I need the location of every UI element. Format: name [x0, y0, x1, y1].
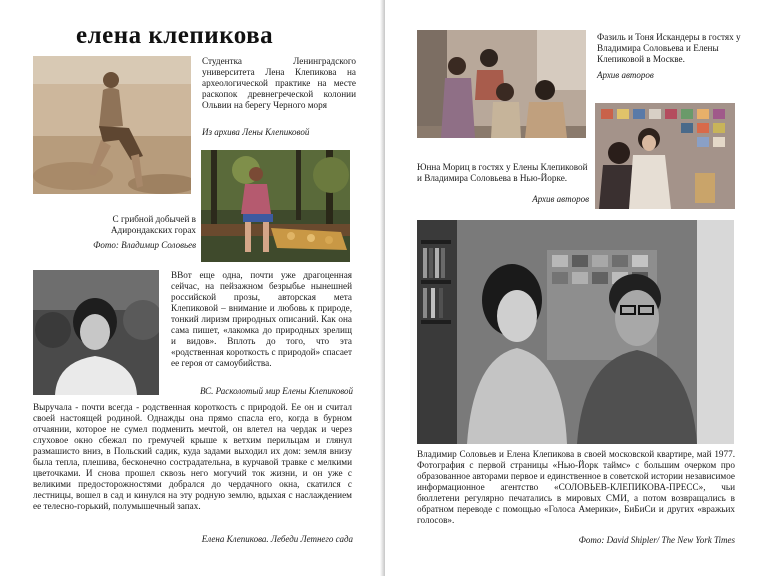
- page-title: елена клепикова: [76, 22, 274, 49]
- iskander-caption: Фазиль и Тоня Искандеры в гостях у Владимира Соловьева и Елены Клепиковой в Москве.: [597, 32, 741, 64]
- moritz-credit: Архив авторов: [532, 194, 589, 204]
- iskander-credit: Архив авторов: [597, 70, 654, 80]
- photo1-caption: Студентка Ленинградского университета Лена Клепикова на археологической практике на месте раскопок древнегреческой колонии Ольвии на берегу Черного моря: [202, 56, 356, 110]
- excerpt-credit: Елена Клепикова. Лебеди Летнего сада: [201, 534, 353, 544]
- photo2-credit: Фото: Владимир Соловьев: [93, 240, 196, 250]
- moritz-caption: Юнна Мориц в гостях у Елены Клепиковой и Владимира Соловьева в Нью-Йорке.: [417, 162, 588, 183]
- archaeology-photo: [33, 56, 191, 194]
- right-page: [385, 0, 768, 576]
- left-page: [0, 0, 383, 576]
- photo1-credit: Из архива Лены Клепиковой: [202, 127, 310, 137]
- mushroom-photo: [201, 150, 350, 262]
- photo2-caption: С грибной добычей в Адирондакских горах: [110, 214, 196, 235]
- nyt-credit: Фото: David Shipler/ The New York Times: [578, 535, 735, 545]
- iskander-visit-photo: [417, 30, 586, 138]
- nyt-couple-photo: [417, 220, 734, 444]
- portrait-photo: [33, 270, 159, 395]
- excerpt-text: Выручала - почти всегда - родственная короткость с природой. Ее он и считал своей настоящей родиной. Однажды она прямо спасла его, когда в бурном отчаянии, которое не сумел подменить мечтой, он влетел на чердак и через слуховое окно сбежал по гремучей крыше к ветхим перильцам и глянул размашисто вниз, в Польский садик, куда задами выходил их дом: земля внизу была тепла, плешива, бесконечно сострадательна, в курчавой травке с мелкими цветочками. И снова прошел сквозь него могучий ток жизни, и он уже с великими предосторожностями добрался до чердачного окна, скатился с лестницы, вошел в сад и кинулся на эту родную землю, вдыхая с наслаждением ее телесно-горький, полумышечный запах.: [33, 402, 352, 511]
- quote-credit: ВС. Расколотый мир Елены Клепиковой: [200, 386, 353, 396]
- quote-text: ВВот еще одна, почти уже драгоценная сейчас, на пейзажном безрыбье нынешней российской прозы, авторская мета Клепиковой – внимание и любовь к природе, тонкий лиризм природных описаний. Как она сама пишет, «лакомка до природных зрелищ и видов». Вплоть до того, что эта «родственная короткость с природой» спасает ее героя от самоубийства.: [171, 270, 352, 368]
- nyt-caption: Владимир Соловьев и Елена Клепикова в своей московской квартире, май 1977. Фотография с первой страницы «Нью-Йорк таймс» с большим очерком про образованное авторами первое и единственное в советской истории независимое информационное агентство «СОЛОВЬЕВ-КЛЕПИКОВА-ПРЕСС», чьи бюллетени регулярно печатались в мировых СМИ, а потом возвращались в обратном переводе с помощью «Голоса Америки», БиБиСи и других «вражьих голосов».: [417, 449, 735, 525]
- moritz-visit-photo: [595, 103, 735, 209]
